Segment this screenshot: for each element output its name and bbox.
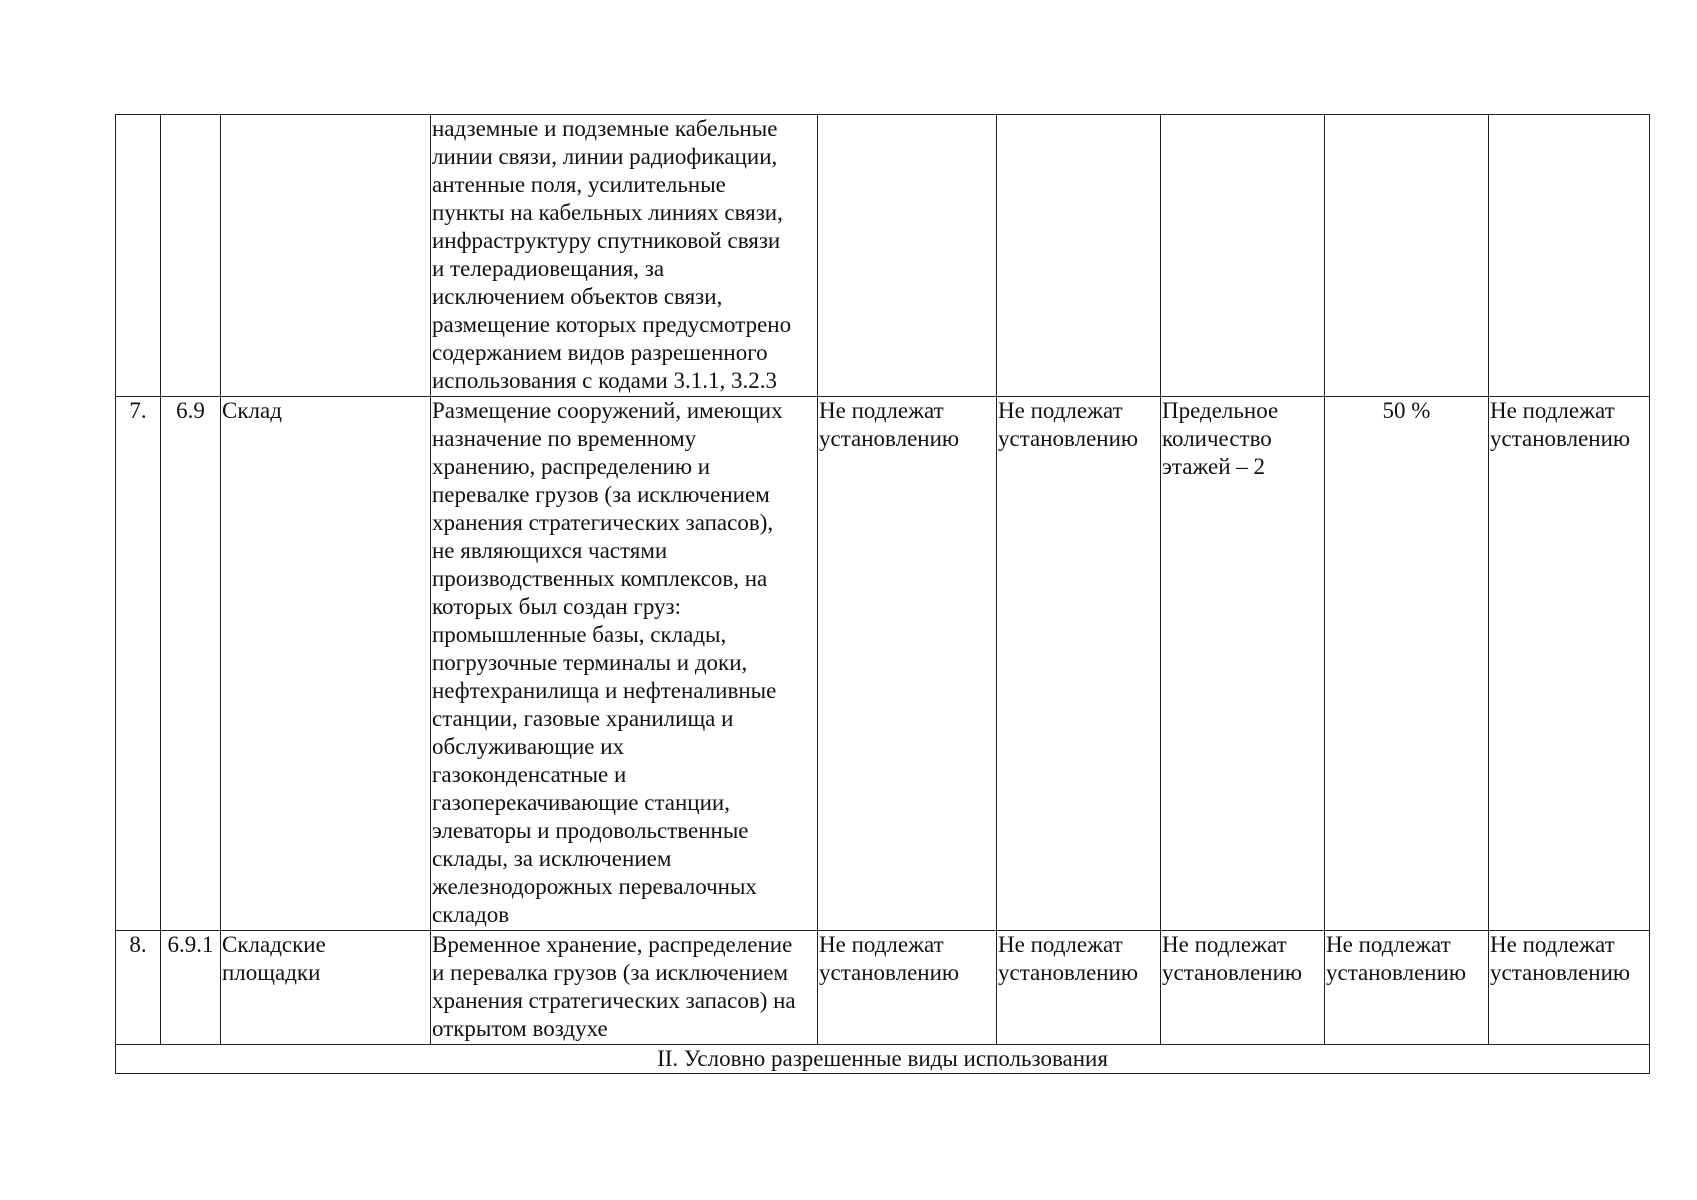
cell-col9: Не подлежат установлению (1489, 931, 1650, 1045)
cell-col6: Не подлежат установлению (997, 397, 1161, 931)
cell-col8: 50 % (1325, 397, 1489, 931)
cell-description: Временное хранение, распределение и перевалка грузов (за исключением хранения стратегических запасов) на открытом воздухе (431, 931, 818, 1045)
cell-code: 6.9.1 (161, 931, 221, 1045)
cell-number (116, 115, 161, 397)
section-heading-row (116, 1045, 1650, 1074)
cell-number: 8. (116, 931, 161, 1045)
cell-col8 (1325, 115, 1489, 397)
cell-name (221, 115, 431, 397)
cell-code: 6.9 (161, 397, 221, 931)
cell-description: Размещение сооружений, имеющих назначение по временному хранению, распределению и перевалке грузов (за исключением хранения стратегических запасов), не являющихся частями производственных комплексов, на которых был создан груз: промышленные базы, склады, погрузочные терминалы и доки, нефтехранилища и нефтеналивные станции, газовые хранилища и обслуживающие их газоконденсатные и газоперекачивающие станции, элеваторы и продовольственные склады, за исключением железнодорожных перевалочных складов (431, 397, 818, 931)
cell-number: 7. (116, 397, 161, 931)
cell-col7 (1161, 115, 1325, 397)
land-use-table (115, 114, 1650, 1074)
cell-code (161, 115, 221, 397)
cell-name: Складские площадки (221, 931, 431, 1045)
cell-col5: Не подлежат установлению (818, 931, 997, 1045)
cell-col8: Не подлежат установлению (1325, 931, 1489, 1045)
cell-col5: Не подлежат установлению (818, 397, 997, 931)
cell-col9 (1489, 115, 1650, 397)
cell-col7: Не подлежат установлению (1161, 931, 1325, 1045)
table-row-7 (116, 397, 1650, 931)
cell-col6 (997, 115, 1161, 397)
cell-col6: Не подлежат установлению (997, 931, 1161, 1045)
cell-col5 (818, 115, 997, 397)
table-row-8 (116, 931, 1650, 1045)
cell-description: надземные и подземные кабельные линии связи, линии радиофикации, антенные поля, усилительные пункты на кабельных линиях связи, инфраструктуру спутниковой связи и телерадиовещания, за исключением объектов связи, размещение которых предусмотрено содержанием видов разрешенного использования с кодами 3.1.1, 3.2.3 (431, 115, 818, 397)
cell-name: Склад (221, 397, 431, 931)
cell-col7: Предельное количество этажей – 2 (1161, 397, 1325, 931)
section-heading: II. Условно разрешенные виды использования (116, 1045, 1650, 1074)
cell-col9: Не подлежат установлению (1489, 397, 1650, 931)
table-row-continuation (116, 115, 1650, 397)
